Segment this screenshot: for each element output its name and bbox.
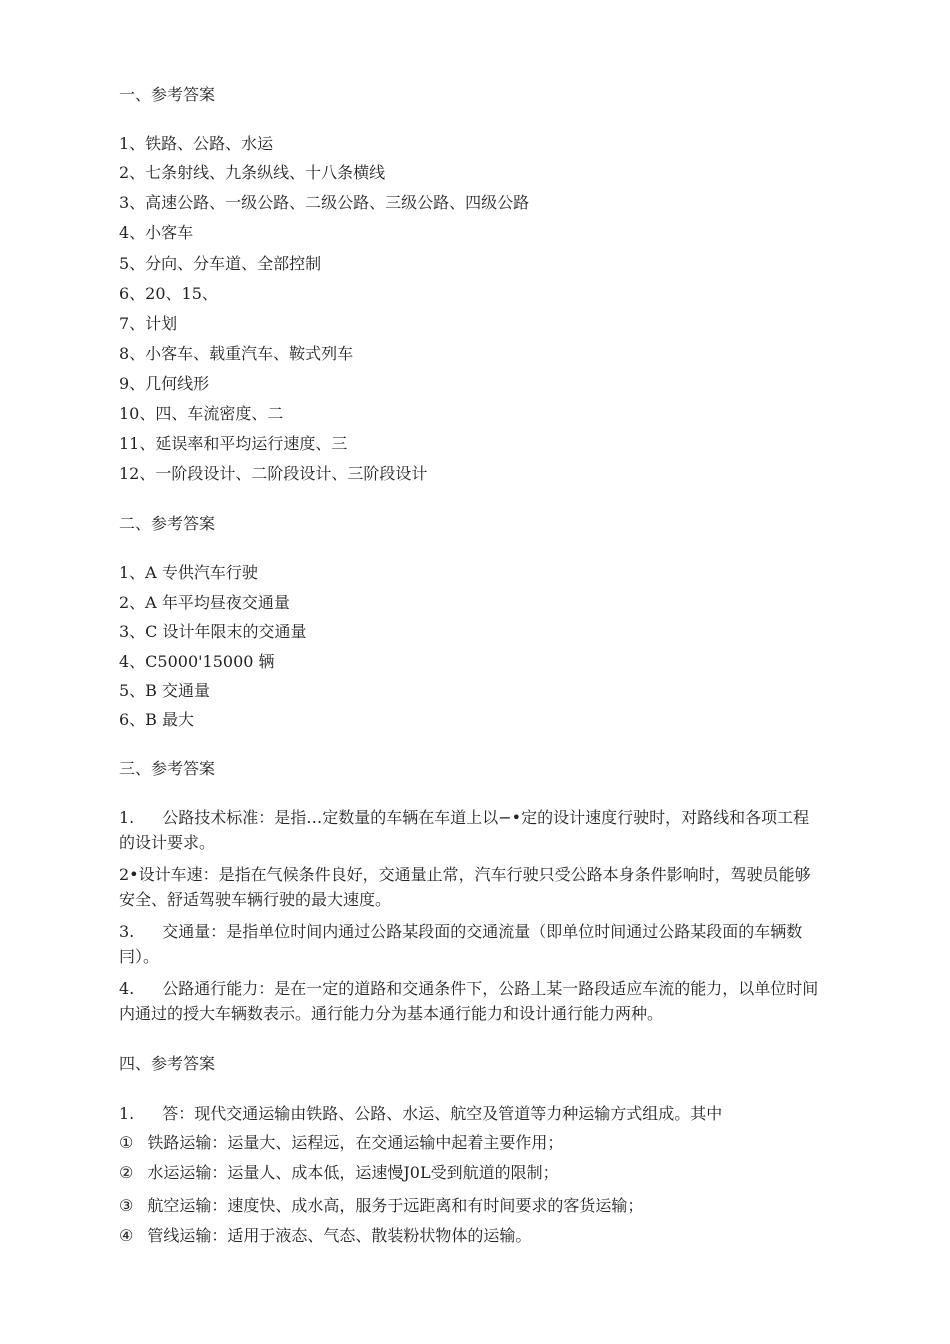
section-1-heading: 一、参考答案: [119, 85, 216, 104]
point-text: 航空运输：速度快、成水高，服务于远距离和有时间要求的客货运输；: [147, 1196, 644, 1215]
answer-line: 10、四、车流密度、二: [119, 404, 284, 423]
paragraph-text: 公路通行能力：是在一定的道路和交通条件下，公路丄某一路段适应车流的能力，以单位时间内通过的授大车辆数表示。通行能力分为基本通行能力和设计通行能力两种。: [119, 979, 819, 1023]
paragraph-text: 设计车速：是指在气候条件良好，交通量止常，汽车行驶只受公路本身条件影响时，驾驶员能够安全、舒适驾驶车辆行驶的最大速度。: [119, 865, 811, 909]
essay-intro: [119, 1103, 722, 1125]
paragraph-number: 1.: [119, 808, 135, 827]
definition-paragraph: [119, 805, 819, 855]
answer-line: 3、高速公路、一级公路、二级公路、三级公路、四级公路: [119, 193, 530, 212]
answer-line: 11、延误率和平均运行速度、三: [119, 434, 348, 453]
intro-number: 1.: [119, 1104, 135, 1123]
choice-answer-line: 5、B 交通量: [119, 681, 211, 700]
answer-line: 6、20、15、: [119, 284, 218, 303]
section-3-heading: 三、参考答案: [119, 759, 216, 778]
answer-line: 2、七条射线、九条纵线、十八条横线: [119, 163, 386, 182]
choice-answer-line: 1、A 专供汽车行驶: [119, 563, 258, 582]
transport-point: [119, 1225, 531, 1247]
circled-number-marker: ③: [119, 1196, 134, 1215]
transport-point: [119, 1132, 563, 1154]
paragraph-number: 3.: [119, 922, 135, 941]
paragraph-number: 2•: [119, 865, 139, 884]
point-text: 管线运输：适用于液态、气态、散装粉状物体的运输。: [147, 1226, 532, 1245]
choice-answer-line: 6、B 最大: [119, 710, 195, 729]
definition-paragraph: [119, 976, 819, 1026]
answer-line: 12、一阶段设计、二阶段设计、三阶段设计: [119, 464, 428, 483]
answer-line: 9、几何线形: [119, 374, 210, 393]
answer-line: 5、分向、分车道、全部控制: [119, 254, 322, 273]
section-2-heading: 二、参考答案: [119, 514, 216, 533]
choice-answer-line: 3、C 设计年限末的交通量: [119, 622, 307, 641]
paragraph-text: 公路技术标准：是指…定数量的车辆在车道上以−•定的设计速度行驶时，对路线和各项工程的设计要求。: [119, 808, 810, 852]
definition-paragraph: [119, 919, 819, 969]
intro-text: 答：现代交通运输由铁路、公路、水运、航空及管道等力种运输方式组成。其中: [162, 1104, 723, 1123]
answer-line: 1、铁路、公路、水运: [119, 134, 274, 153]
circled-number-marker: ①: [119, 1133, 134, 1152]
point-text: 铁路运输：运量大、运程远，在交通运输中起着主要作用；: [147, 1133, 564, 1152]
paragraph-number: 4.: [119, 979, 135, 998]
transport-point: [119, 1195, 643, 1217]
section-4-heading: 四、参考答案: [119, 1054, 216, 1073]
answer-line: 8、小客车、载重汽车、鞍式列车: [119, 344, 354, 363]
paragraph-text: 交通量：是指单位时间内通过公路某段面的交通流量（即单位时间通过公路某段面的车辆数冃）。: [119, 922, 803, 966]
choice-answer-line: 4、C5000'15000 辆: [119, 652, 275, 671]
choice-answer-line: 2、A 年平均昼夜交通量: [119, 593, 290, 612]
circled-number-marker: ②: [119, 1163, 134, 1182]
answer-line: 4、小客车: [119, 223, 194, 242]
transport-point: [119, 1162, 559, 1184]
circled-number-marker: ④: [119, 1226, 134, 1245]
definition-paragraph: [119, 862, 819, 912]
answer-line: 7、计划: [119, 314, 178, 333]
point-text: 水运运输：运量人、成本低，运速慢J0L受到航道的限制；: [147, 1163, 559, 1182]
